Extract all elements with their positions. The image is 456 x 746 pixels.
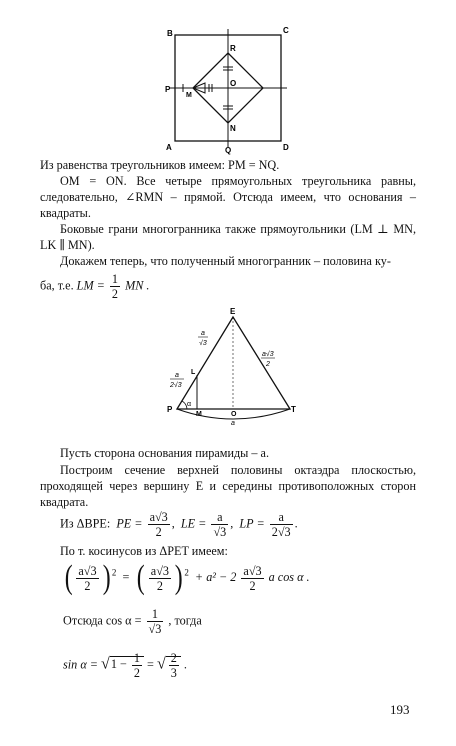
label-side-le — [198, 330, 208, 347]
svg-text:a√3: a√3 — [262, 351, 274, 358]
label-P: P — [165, 85, 171, 94]
label-a-bottom: a — [231, 420, 235, 427]
label-Q: Q — [225, 146, 232, 155]
triangle-pet — [177, 317, 290, 409]
paragraph-3: Боковые грани многогранника также прямоугольники (LM ⊥ MN, LK ∥ MN). — [40, 222, 416, 252]
figure-square-rhombus — [0, 0, 456, 160]
paragraph-6: Построим сечение верхней половины октаэдра плоскостью, проходящей через вершину E и середины противоположных сторон квадрата. — [40, 463, 416, 509]
label-L: L — [191, 369, 196, 376]
label-E: E — [230, 308, 236, 316]
label-M2: M — [196, 411, 202, 418]
formula-sin-alpha: sin α = √1 − $\frac{1}{2}$ = √ $\frac{2}{3}$ . — [63, 651, 187, 680]
label-R: R — [230, 44, 236, 53]
paragraph-2: OM = ON. Все четыре прямоугольных треугольника равны, следовательно, ∠RMN – прямой. Отсюда имеем, что основания – квадраты. — [40, 174, 416, 220]
formula-cosine-law: ( $\frac{a√3}{2}$ ) $^2$ = ( $\frac{a√3}{2}$ ) $^2$ + a² − 2 $\frac{a√3}{2}$ a cos α . — [64, 559, 310, 596]
paragraph-1: Из равенства треугольников имеем: PM = NQ. — [40, 158, 280, 172]
fraction-one-half: $\frac{1}{2}$ — [111, 272, 119, 301]
svg-text:a: a — [175, 372, 179, 379]
formula-bpe: Из ΔBPE: PE = $\frac{a√3}{2}$ , LE = $\frac{a}{√3}$ , LP = $\frac{a}{2√3}$ . — [60, 510, 298, 539]
svg-text:2: 2 — [266, 361, 270, 368]
paragraph-4: Докажем теперь, что полученный многогранник – половина ку- — [60, 254, 391, 268]
label-D: D — [283, 143, 289, 152]
label-N: N — [230, 124, 236, 133]
label-side-lp — [169, 372, 184, 389]
figure-triangle-pet — [0, 308, 456, 438]
label-O2: O — [231, 411, 237, 418]
formula-cos-alpha: Отсюда cos α = $\frac{1}{√3}$ , тогда — [63, 607, 202, 636]
paragraph-7: По т. косинусов из ΔPET имеем: — [60, 544, 228, 558]
svg-text:√3: √3 — [199, 340, 207, 347]
label-alpha: α — [187, 401, 192, 408]
label-C: C — [283, 26, 289, 35]
label-M: M — [186, 92, 192, 99]
label-B: B — [167, 29, 173, 38]
paragraph-4-formula: ба, т.е. LM = $\frac{1}{2}$ MN . — [40, 272, 150, 301]
label-O: O — [230, 79, 237, 88]
paragraph-5: Пусть сторона основания пирамиды – a. — [60, 446, 270, 460]
page-number: 193 — [390, 702, 410, 717]
label-T: T — [291, 405, 296, 414]
svg-text:a: a — [201, 330, 205, 337]
label-P2: P — [167, 405, 173, 414]
svg-text:2√3: 2√3 — [170, 382, 182, 389]
label-A: A — [166, 143, 172, 152]
